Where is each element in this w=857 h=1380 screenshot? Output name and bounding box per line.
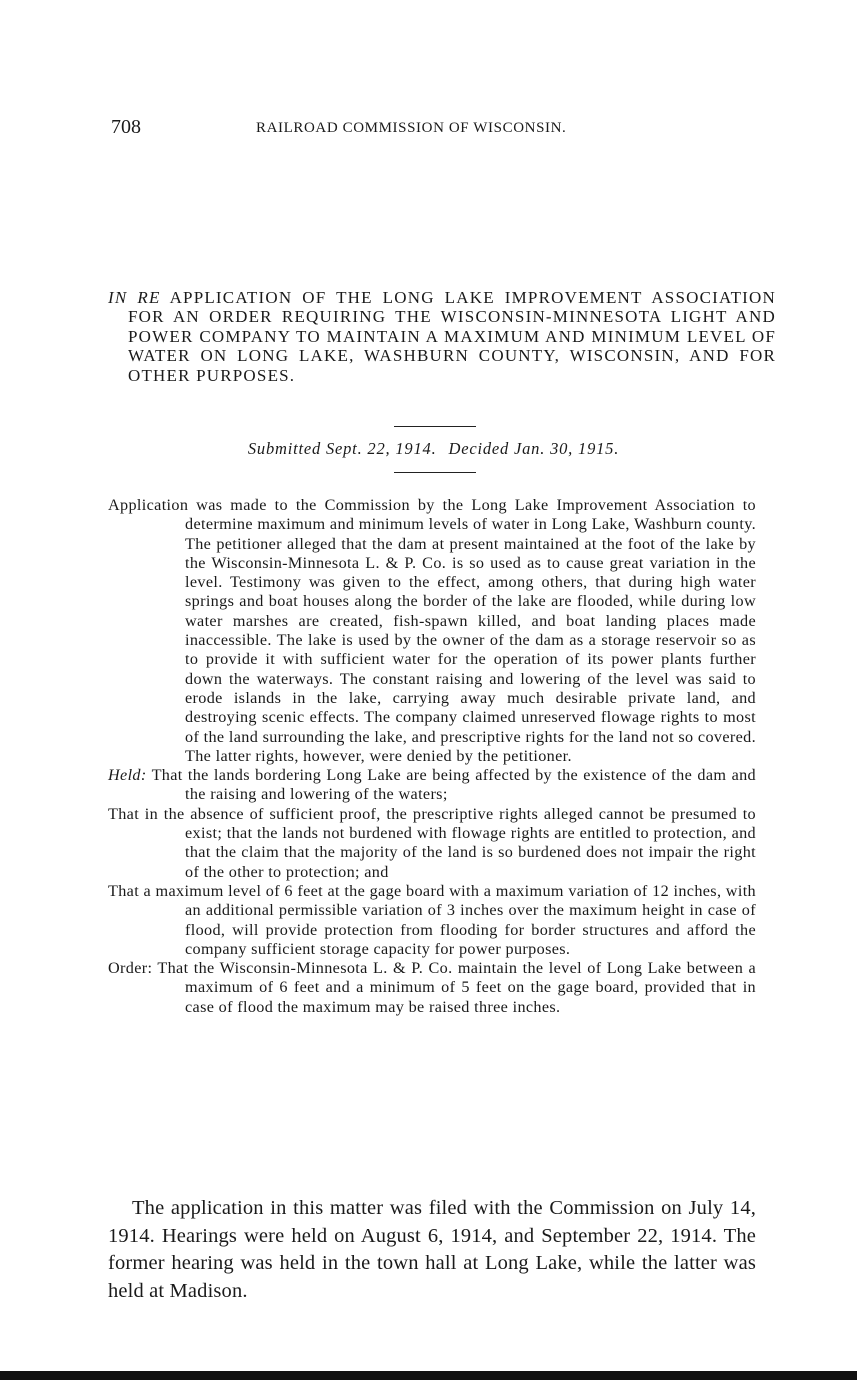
syllabus-that-2: That a maximum level of 6 feet at the gage board with a maximum variation of 12 inches, with an additional permissible variation of 3 inches over the maximum height in case of flood, will provide protection from flooding for border structures and afford the company sufficient storage capacity for power purposes. [108, 881, 756, 958]
divider-bottom [394, 472, 476, 473]
decided-date: Decided Jan. 30, 1915. [448, 439, 620, 458]
case-title-text: APPLICATION OF THE LONG LAKE IMPROVEMENT ASSOCIATION FOR AN ORDER REQUIRING THE WISCONSIN-MINNESOTA LIGHT AND POWER COMPANY TO MAINTAIN A MAXIMUM AND MINIMUM LEVEL OF WATER ON LONG LAKE, WASHBURN COUNTY, WISCONSIN, AND FOR OTHER PURPOSES. [128, 288, 776, 385]
body-paragraph: The application in this matter was filed with the Commission on July 14, 1914. Hearings were held on August 6, 1914, and September 22, 1914. The former hearing was held in the town hall at Long Lake, while the latter was held at Madison. [108, 1197, 756, 1302]
syllabus-order: Order: That the Wisconsin-Minnesota L. & P. Co. maintain the level of Long Lake between a maximum of 6 feet and a minimum of 5 feet on the gage board, provided that in case of flood the maximum may be raised three inches. [108, 959, 756, 1016]
syllabus-that-1: That in the absence of sufficient proof, the prescriptive rights alleged cannot be presumed to exist; that the lands not burdened with flowage rights are entitled to protection, and that the claim that the majority of the land is so burdened does not impair the right of the other to protection; and [108, 804, 756, 881]
case-dates [0, 439, 857, 459]
syllabus-application: Application was made to the Commission by the Long Lake Improvement Association to determine maximum and minimum levels of water in Long Lake, Washburn county. The petitioner alleged that the dam at present maintained at the foot of the lake by the Wisconsin-Minnesota L. & P. Co. is so used as to cause great variation in the level. Testimony was given to the effect, among others, that during high water springs and boat houses along the border of the lake are flooded, while during low water marshes are created, fish-spawn killed, and boat landing places made inaccessible. The lake is used by the owner of the dam as a storage reservoir so as to provide it with sufficient water for the operation of its power plants further down the waterways. The constant raising and lowering of the level was said to erode islands in the lake, carrying away much desirable private land, and destroying scenic effects. The company claimed unreserved flowage rights to most of the land surrounding the lake, and prescriptive rights for the land not so covered. The latter rights, however, were denied by the petitioner. [108, 496, 756, 765]
case-title [108, 288, 776, 385]
submitted-date: Submitted Sept. 22, 1914. [247, 439, 437, 458]
divider-top [394, 426, 476, 427]
running-head: RAILROAD COMMISSION OF WISCONSIN. [256, 120, 567, 136]
case-title-prefix: IN RE [108, 288, 161, 307]
scan-edge-bar [0, 1371, 857, 1380]
page-number: 708 [111, 116, 141, 138]
held-text: That the lands bordering Long Lake are being affected by the existence of the dam and the raising and lowering of the waters; [151, 766, 756, 804]
syllabus-held [108, 766, 756, 805]
held-label: Held: [108, 766, 147, 785]
syllabus [108, 496, 756, 1017]
